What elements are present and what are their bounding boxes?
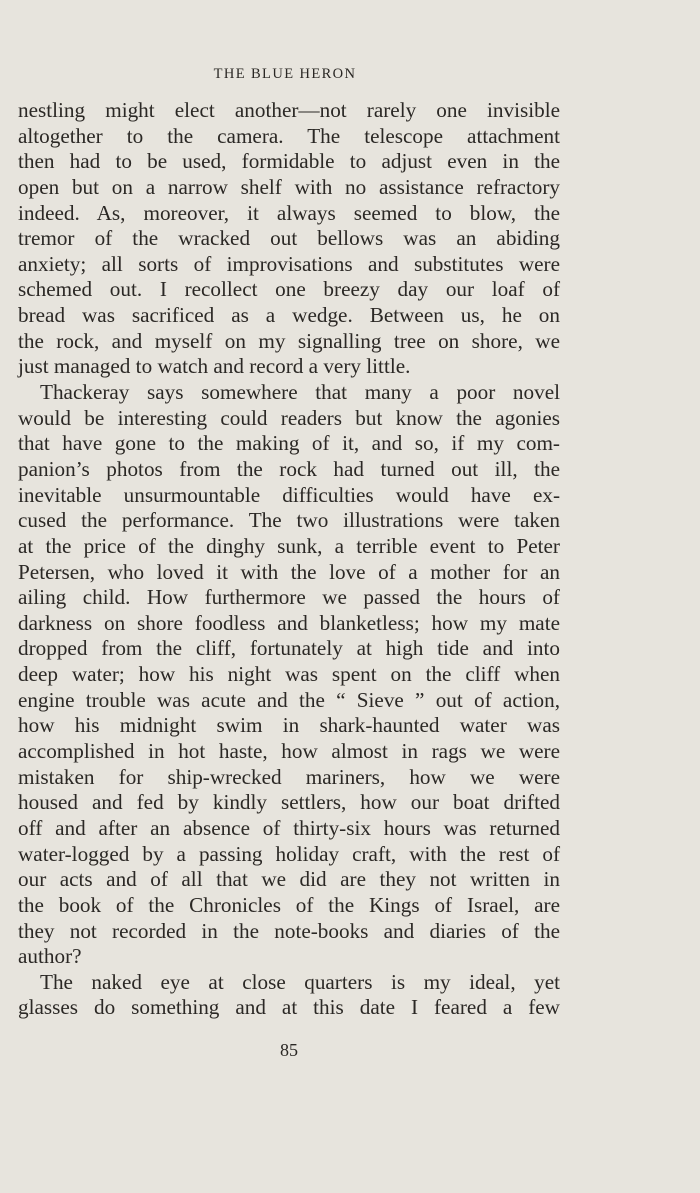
text-line: accomplished in hot haste, how almost in rags we were (18, 739, 560, 764)
text-line: housed and fed by kindly settlers, how our boat drifted (18, 790, 560, 815)
paragraph (18, 98, 560, 380)
text-line: Thackeray says somewhere that many a poor novel (40, 380, 560, 405)
text-line: then had to be used, formidable to adjust even in the (18, 149, 560, 174)
text-line: deep water; how his night was spent on the cliff when (18, 662, 560, 687)
text-line: cused the performance. The two illustrations were taken (18, 508, 560, 533)
text-line: dropped from the cliff, fortunately at high tide and into (18, 636, 560, 661)
text-line: the rock, and myself on my signalling tree on shore, we (18, 328, 560, 353)
text-line: open but on a narrow shelf with no assistance refractory (18, 174, 560, 199)
text-line: bread was sacrificed as a wedge. Between us, he on (18, 303, 560, 328)
text-line: engine trouble was acute and the “ Sieve ” out of action, (18, 687, 560, 712)
text-line: nestling might elect another—not rarely one invisible (18, 98, 560, 122)
text-line: glasses do something and at this date I feared a few (18, 995, 560, 1020)
text-line: darkness on shore foodless and blanketless; how my mate (18, 610, 560, 635)
page-number: 85 (280, 1040, 298, 1060)
text-line: author? (18, 944, 82, 969)
text-line: water-logged by a passing holiday craft, with the rest of (18, 841, 560, 866)
text-line: anxiety; all sorts of improvisations and substitutes were (18, 251, 560, 276)
text-line: they not recorded in the note-books and diaries of the (18, 918, 560, 943)
text-line: altogether to the camera. The telescope attachment (18, 123, 560, 148)
text-line: that have gone to the making of it, and so, if my com- (18, 431, 560, 456)
text-line: at the price of the dinghy sunk, a terrible event to Peter (18, 533, 560, 558)
text-line: our acts and of all that we did are they not written in (18, 867, 560, 892)
text-line: off and after an absence of thirty-six hours was returned (18, 815, 560, 840)
text-line: would be interesting could readers but know the agonies (18, 405, 560, 430)
text-line: tremor of the wracked out bellows was an abiding (18, 226, 560, 251)
paragraph (18, 380, 560, 970)
text-line: inevitable unsurmountable difficulties would have ex- (18, 482, 560, 507)
text-line: mistaken for ship-wrecked mariners, how we were (18, 764, 560, 789)
text-line: The naked eye at close quarters is my ideal, yet (40, 969, 560, 994)
text-line: just managed to watch and record a very little. (18, 354, 411, 379)
page-body (18, 98, 560, 1021)
text-line: the book of the Chronicles of the Kings of Israel, are (18, 892, 560, 917)
text-line: indeed. As, moreover, it always seemed to blow, the (18, 200, 560, 225)
running-head: THE BLUE HERON (213, 66, 357, 82)
paragraph (18, 970, 560, 1021)
text-line: how his midnight swim in shark-haunted water was (18, 713, 560, 738)
text-line: ailing child. How furthermore we passed the hours of (18, 585, 560, 610)
text-line: schemed out. I recollect one breezy day our loaf of (18, 277, 560, 302)
text-line: Petersen, who loved it with the love of a mother for an (18, 559, 560, 584)
text-line: panion’s photos from the rock had turned out ill, the (18, 456, 560, 481)
